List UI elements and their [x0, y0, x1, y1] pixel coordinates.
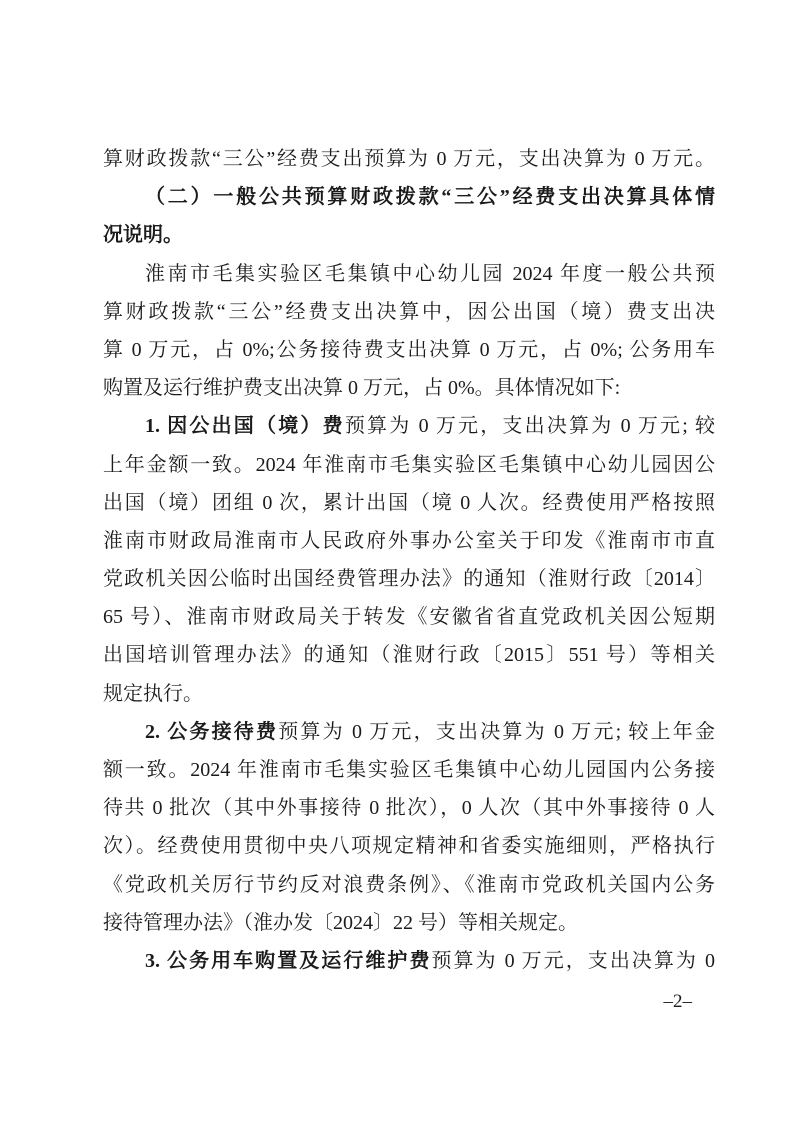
line-bold-text: 况说明。 — [103, 224, 183, 247]
text-line — [103, 140, 715, 178]
line-text: 淮南市财政局淮南市人民政府外事办公室关于印发《淮南市市直 — [103, 529, 715, 552]
text-line — [103, 636, 715, 674]
text-line — [103, 904, 715, 942]
text-line — [103, 331, 715, 369]
line-text: 次）。经费使用贯彻中央八项规定精神和省委实施细则，严格执行 — [103, 835, 715, 858]
line-bold-text: 3. 公务用车购置及运行维护费 — [145, 949, 432, 972]
text-line — [103, 789, 715, 827]
line-text: 淮南市毛集实验区毛集镇中心幼儿园 2024 年度一般公共预 — [145, 262, 715, 285]
line-bold-text: 1. 因公出国（境）费 — [145, 415, 345, 438]
line-text: 65 号）、淮南市财政局关于转发《安徽省省直党政机关因公短期 — [103, 606, 715, 629]
text-line — [103, 446, 715, 484]
line-text: 预算为 0 万元，支出决算为 0 万元; 较 — [344, 415, 715, 438]
line-text: 购置及运行维护费支出决算 0 万元，占 0%。具体情况如下: — [103, 377, 621, 400]
line-text: 算 0 万元，占 0%;公务接待费支出决算 0 万元，占 0%; 公务用车 — [103, 338, 715, 361]
line-text: 算财政拨款“三公”经费支出预算为 0 万元，支出决算为 0 万元。 — [103, 148, 715, 170]
line-text: 规定执行。 — [103, 682, 203, 705]
text-line — [103, 827, 715, 865]
document-body — [103, 140, 715, 980]
line-bold-text: 2. 公务接待费 — [145, 720, 279, 743]
line-text: 预算为 0 万元，支出决算为 0 — [431, 949, 715, 972]
line-text: 预算为 0 万元，支出决算为 0 万元; 较上年金 — [278, 720, 715, 743]
line-text: 额一致。2024 年淮南市毛集实验区毛集镇中心幼儿园国内公务接 — [103, 759, 715, 781]
section-heading — [103, 216, 715, 254]
item-heading-line — [103, 407, 715, 445]
item-heading-line — [103, 942, 715, 980]
text-line — [103, 255, 715, 293]
line-text: 算财政拨款“三公”经费支出决算中，因公出国（境）费支出决 — [103, 300, 715, 323]
line-text: 出国（境）团组 0 次，累计出国（境 0 人次。经费使用严格按照 — [103, 491, 715, 514]
line-text: 上年金额一致。2024 年淮南市毛集实验区毛集镇中心幼儿园因公 — [103, 453, 715, 476]
text-line — [103, 598, 715, 636]
text-line — [103, 484, 715, 522]
text-line — [103, 369, 715, 407]
text-line — [103, 866, 715, 904]
line-text: 接待管理办法》（淮办发〔2024〕22 号）等相关规定。 — [103, 911, 578, 934]
line-text: 党政机关因公临时出国经费管理办法》的通知（淮财行政〔2014〕 — [103, 568, 715, 591]
text-line — [103, 293, 715, 331]
section-heading — [103, 178, 715, 216]
text-line — [103, 751, 715, 789]
text-line — [103, 675, 715, 713]
line-text: 出国培训管理办法》的通知（淮财行政〔2015〕551 号）等相关 — [103, 644, 715, 667]
item-heading-line — [103, 713, 715, 751]
text-line — [103, 560, 715, 598]
line-text: 待共 0 批次（其中外事接待 0 批次），0 人次（其中外事接待 0 人 — [103, 797, 715, 820]
text-line — [103, 522, 715, 560]
line-bold-text: （二）一般公共预算财政拨款“三公”经费支出决算具体情 — [145, 186, 715, 209]
page-number: –2– — [663, 991, 692, 1012]
line-text: 《党政机关厉行节约反对浪费条例》、《淮南市党政机关国内公务 — [103, 873, 715, 896]
